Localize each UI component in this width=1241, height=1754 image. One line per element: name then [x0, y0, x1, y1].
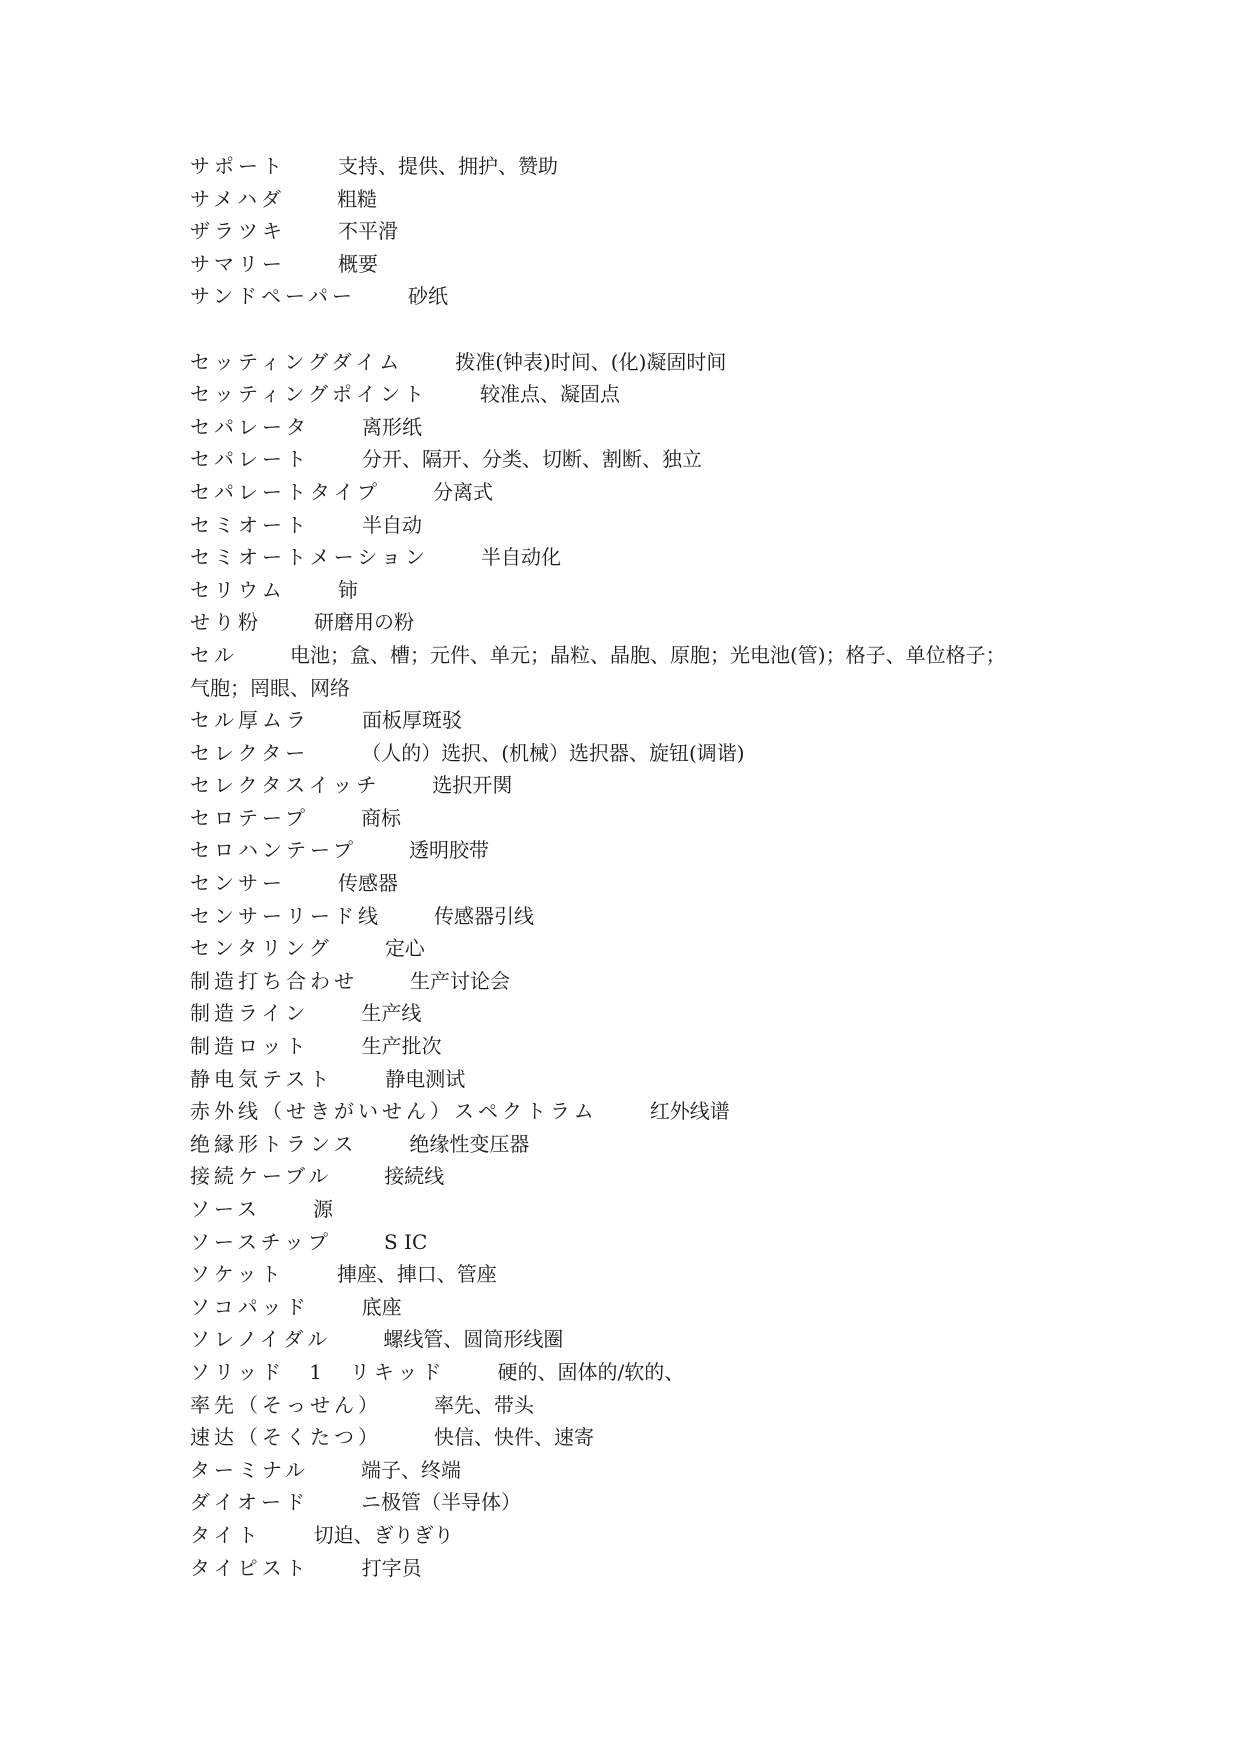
- entry-term: セッティングダイム: [190, 349, 404, 374]
- glossary-entry: [190, 932, 1090, 965]
- glossary-entry: [190, 280, 1090, 313]
- entry-term: ダイオード: [190, 1490, 309, 1515]
- entry-definition-continued: 气胞；罔眼、网络: [190, 675, 350, 700]
- glossary-entry: [190, 346, 1090, 379]
- blank-line: [190, 313, 1090, 346]
- entry-definition: 生产批次: [361, 1034, 442, 1059]
- entry-definition: 透明胶带: [409, 838, 489, 863]
- entry-term: センサーリード线: [190, 903, 382, 928]
- glossary-entry: [190, 769, 1090, 802]
- glossary-entry: [190, 1193, 1090, 1226]
- glossary-entry: [190, 1552, 1090, 1585]
- glossary-entry: [190, 1356, 1090, 1389]
- glossary-entry: [190, 1258, 1090, 1291]
- entry-definition: 拨准(钟表)时间、(化)凝固时间: [455, 349, 727, 374]
- glossary-entry: [190, 704, 1090, 737]
- entry-definition: 定心: [384, 936, 425, 961]
- entry-term: ターミナル: [190, 1457, 309, 1482]
- glossary-entry: [190, 1389, 1090, 1422]
- entry-term: セロテープ: [190, 805, 309, 830]
- glossary-entry: [190, 509, 1090, 542]
- entry-term: 速达（そくたつ）: [190, 1425, 382, 1450]
- entry-term: セリウム: [190, 577, 286, 602]
- entry-definition: 底座: [361, 1294, 402, 1319]
- glossary-entry: [190, 1063, 1090, 1096]
- entry-term: ソコパッド: [190, 1294, 310, 1319]
- entry-term: ソースチップ: [190, 1229, 332, 1254]
- entry-term: 静电気テスト: [190, 1066, 334, 1091]
- entry-definition: 半自动: [362, 512, 422, 537]
- entry-term: ソケット: [190, 1262, 285, 1287]
- entry-term: セパレート: [190, 447, 310, 472]
- glossary-entry: [190, 411, 1090, 444]
- glossary-entry: [190, 867, 1090, 900]
- glossary-entry: [190, 802, 1090, 835]
- glossary-entry: [190, 1486, 1090, 1519]
- entry-term: サマリー: [190, 251, 286, 276]
- entry-term: セミオートメーション: [190, 545, 429, 570]
- glossary-entry: [190, 1291, 1090, 1324]
- entry-definition: 源: [313, 1197, 333, 1221]
- glossary-entry: [190, 737, 1090, 770]
- entry-definition: 离形纸: [362, 414, 422, 439]
- entry-term: セル: [190, 642, 238, 667]
- entry-definition: 选択开関: [432, 773, 513, 798]
- glossary-entry: [190, 378, 1090, 411]
- entry-term: ソリッド 1 リキッド: [190, 1359, 446, 1384]
- document-page: [190, 150, 1090, 1584]
- entry-term: サポート: [190, 154, 286, 178]
- glossary-entry: [190, 183, 1090, 216]
- entry-definition: 概要: [338, 251, 378, 276]
- entry-term: ザラツキ: [190, 219, 286, 244]
- glossary-entry: [190, 215, 1090, 248]
- glossary-entry: [190, 834, 1090, 867]
- glossary-entry: [190, 1160, 1090, 1193]
- entry-term: タイピスト: [190, 1555, 310, 1580]
- entry-definition: 生产线: [361, 1001, 422, 1026]
- glossary-entry: [190, 1226, 1090, 1259]
- entry-term: センタリング: [190, 936, 333, 961]
- entry-definition: 绝缘性变压器: [409, 1131, 530, 1156]
- entry-definition: 静电测试: [385, 1066, 466, 1091]
- glossary-entry: [190, 574, 1090, 607]
- entry-term: セレクター: [190, 740, 310, 765]
- entry-definition: 半自动化: [481, 545, 561, 570]
- entry-term: サメハダ: [190, 186, 285, 211]
- entry-term: 制造ライン: [190, 1001, 310, 1026]
- glossary-entry: [190, 997, 1090, 1030]
- glossary-entry: [190, 639, 1090, 672]
- entry-definition: 接続线: [384, 1164, 445, 1189]
- entry-definition: （人的）选択、(机械）选択器、旋钮(调谐): [361, 740, 745, 765]
- entry-term: ソレノイダル: [190, 1327, 332, 1352]
- glossary-entry: [190, 541, 1090, 574]
- entry-term: ソース: [190, 1197, 261, 1221]
- glossary-entry: [190, 476, 1090, 509]
- glossary-entry: [190, 150, 1090, 183]
- entry-term: 赤外线（せきがいせん）スペクトラム: [190, 1099, 598, 1124]
- entry-term: せり粉: [190, 610, 262, 635]
- entry-term: 接続ケーブル: [190, 1164, 333, 1189]
- entry-definition: 分离式: [433, 479, 493, 504]
- entry-term: タイト: [190, 1522, 262, 1547]
- entry-continuation: [190, 672, 1090, 705]
- entry-definition: 粗糙: [337, 186, 377, 211]
- entry-definition: 面板厚斑驳: [362, 708, 462, 733]
- glossary-entry: [190, 1454, 1090, 1487]
- entry-definition: 商标: [361, 805, 401, 830]
- entry-term: セッティングポイント: [190, 382, 428, 407]
- entry-definition: 电池；盒、槽；元件、单元；晶粒、晶胞、原胞；光电池(管)；格子、单位格子；: [290, 642, 1006, 667]
- glossary-entry: [190, 1323, 1090, 1356]
- entry-term: 率先（そっせん）: [190, 1392, 382, 1417]
- entry-definition: 分开、隔开、分类、切断、割断、独立: [362, 447, 702, 472]
- glossary-entry: [190, 443, 1090, 476]
- entry-definition: 切迫、ぎりぎり: [313, 1522, 454, 1547]
- entry-definition: 快信、快件、速寄: [434, 1425, 594, 1450]
- entry-definition: ニ极管（半导体）: [361, 1490, 521, 1515]
- glossary-entry: [190, 965, 1090, 998]
- entry-definition: 研磨用の粉: [314, 610, 414, 635]
- entry-term: セレクタスイッチ: [190, 773, 381, 798]
- entry-term: 绝縁形トランス: [190, 1131, 358, 1156]
- entry-term: 制造打ち合わせ: [190, 968, 358, 993]
- entry-term: セパレータ: [190, 414, 310, 439]
- glossary-entry: [190, 900, 1090, 933]
- entry-definition: 螺线管、圆筒形线圈: [383, 1327, 564, 1352]
- entry-term: セパレートタイプ: [190, 479, 381, 504]
- entry-term: センサー: [190, 871, 286, 896]
- glossary-entry: [190, 1519, 1090, 1552]
- entry-term: サンドペーパー: [190, 284, 356, 309]
- entry-term: セロハンテープ: [190, 838, 357, 863]
- entry-definition: 砂纸: [408, 284, 448, 309]
- entry-definition: 红外线谱: [649, 1099, 730, 1124]
- glossary-entry: [190, 248, 1090, 281]
- glossary-entry: [190, 1030, 1090, 1063]
- entry-definition: 率先、带头: [434, 1392, 534, 1417]
- entry-term: 制造ロット: [190, 1034, 310, 1059]
- entry-term: セル厚ムラ: [190, 708, 310, 733]
- entry-definition: 打字员: [361, 1555, 422, 1580]
- entry-definition: 生产讨论会: [410, 968, 510, 993]
- glossary-entry: [190, 1421, 1090, 1454]
- glossary-entry: [190, 1128, 1090, 1161]
- entry-definition: 较准点、凝固点: [480, 382, 620, 407]
- entry-term: セミオート: [190, 512, 310, 537]
- entry-definition: 捙座、捙口、管座: [336, 1262, 497, 1287]
- glossary-entry: [190, 606, 1090, 639]
- entry-definition: 支持、提供、拥护、赞助: [338, 154, 558, 178]
- entry-definition: 不平滑: [338, 219, 398, 244]
- entry-definition: 铈: [337, 577, 358, 602]
- entry-definition: 传感器引线: [434, 903, 534, 928]
- entry-definition: 端子、终端: [361, 1457, 461, 1482]
- entry-definition: 传感器: [338, 871, 398, 896]
- entry-definition: 硬的、固体的/软的、: [497, 1359, 685, 1384]
- entry-definition: S IC: [384, 1229, 428, 1254]
- glossary-entry: [190, 1095, 1090, 1128]
